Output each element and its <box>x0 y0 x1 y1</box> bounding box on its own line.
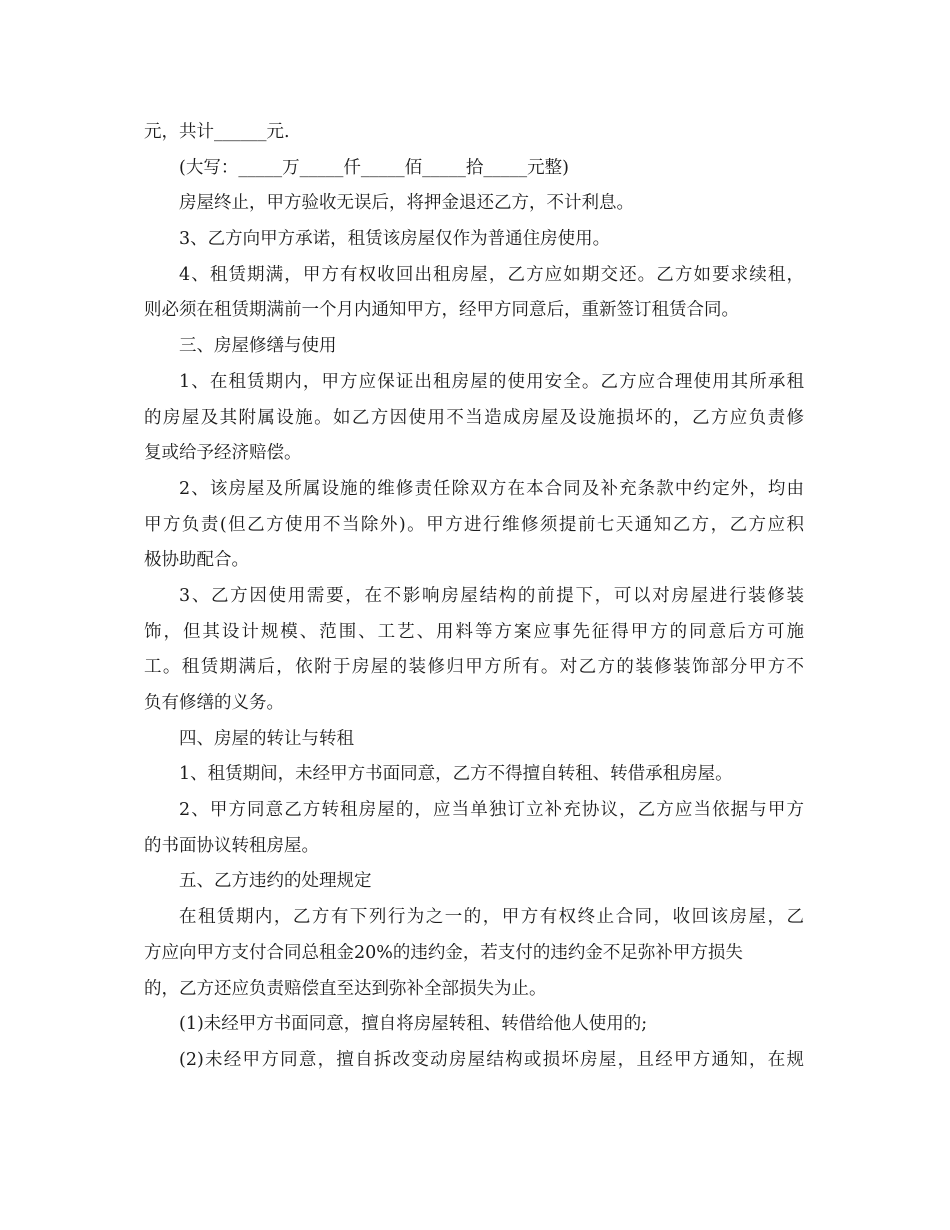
text-line: 1、在租赁期内，甲方应保证出租房屋的使用安全。乙方应合理使用其所承租 <box>179 371 804 392</box>
text-line: (1)未经甲方书面同意，擅自将房屋转租、转借给他人使用的; <box>179 1014 648 1035</box>
text-line: 2、甲方同意乙方转租房屋的，应当单独订立补充协议，乙方应当依据与甲方 <box>179 800 804 821</box>
text-line: (大写：_____万_____仟_____佰_____拾_____元整) <box>179 157 569 178</box>
text-line: 3、乙方因使用需要，在不影响房屋结构的前提下，可以对房屋进行装修装 <box>179 585 804 606</box>
text-line: 2、该房屋及所属设施的维修责任除双方在本合同及补充条款中约定外，均由 <box>179 478 804 499</box>
text-line: 工。租赁期满后，依附于房屋的装修归甲方所有。对乙方的装修装饰部分甲方不 <box>144 657 804 678</box>
text-line: 五、乙方违约的处理规定 <box>179 871 372 892</box>
text-line: 饰，但其设计规模、范围、工艺、用料等方案应事先征得甲方的同意后方可施 <box>144 621 804 642</box>
text-line: 复或给予经济赔偿。 <box>144 443 302 464</box>
text-line: 则必须在租赁期满前一个月内通知甲方，经甲方同意后，重新签订租赁合同。 <box>144 300 739 321</box>
text-line: 4、租赁期满，甲方有权收回出租房屋，乙方应如期交还。乙方如要求续租， <box>179 264 804 285</box>
contract-text-body <box>144 115 804 1079</box>
text-line: 的房屋及其附属设施。如乙方因使用不当造成房屋及设施损坏的，乙方应负责修 <box>144 407 804 428</box>
text-line: 负有修缮的义务。 <box>144 693 284 713</box>
text-line: (2)未经甲方同意，擅自拆改变动房屋结构或损坏房屋，且经甲方通知，在规 <box>179 1049 804 1070</box>
text-line: 3、乙方向甲方承诺，租赁该房屋仅作为普通住房使用。 <box>179 229 611 250</box>
text-line: 极协助配合。 <box>144 550 249 571</box>
text-line: 甲方负责(但乙方使用不当除外)。甲方进行维修须提前七天通知乙方，乙方应积 <box>144 514 804 535</box>
text-line: 三、房屋修缮与使用 <box>179 336 337 357</box>
text-line: 的书面协议转租房屋。 <box>144 835 319 856</box>
text-line: 四、房屋的转让与转租 <box>179 728 354 749</box>
text-line: 房屋终止，甲方验收无误后，将押金退还乙方，不计利息。 <box>179 193 634 214</box>
text-line: 1、租赁期间，未经甲方书面同意，乙方不得擅自转租、转借承租房屋。 <box>179 764 733 785</box>
text-line: 元，共计______元. <box>144 122 290 142</box>
text-line: 在租赁期内，乙方有下列行为之一的，甲方有权终止合同，收回该房屋，乙 <box>179 907 804 928</box>
text-line: 的，乙方还应负责赔偿直至达到弥补全部损失为止。 <box>144 978 547 999</box>
text-line: 方应向甲方支付合同总租金20%的违约金，若支付的违约金不足弥补甲方损失 <box>144 942 743 963</box>
